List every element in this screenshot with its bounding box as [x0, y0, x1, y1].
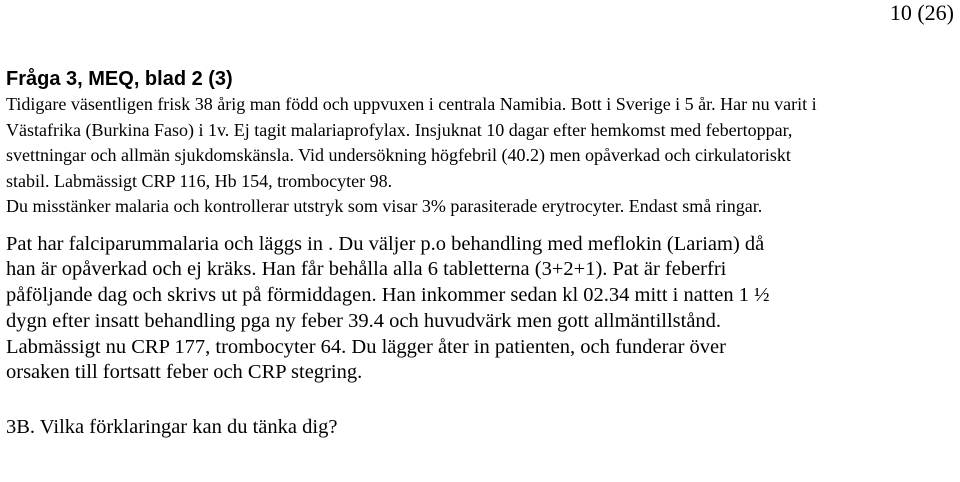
- page-number: 10 (26): [889, 0, 954, 25]
- followup-line: Labmässigt nu CRP 177, trombocyter 64. Du lägger åter in patienten, och funderar över: [6, 335, 726, 358]
- followup-line: han är opåverkad och ej kräks. Han får behålla alla 6 tabletterna (3+2+1). Pat är feberfri: [6, 258, 727, 281]
- intro-line: stabil. Labmässigt CRP 116, Hb 154, trombocyter 98.: [6, 170, 393, 191]
- intro-line: Tidigare väsentligen frisk 38 årig man född och uppvuxen i centrala Namibia. Bott i Sverige i 5 år. Har nu varit i: [6, 94, 817, 114]
- followup-line: påföljande dag och skrivs ut på förmiddagen. Han inkommer sedan kl 02.34 mitt i natten 1 ½: [6, 284, 770, 307]
- followup-line: Pat har falciparummalaria och läggs in . Du väljer p.o behandling med meflokin (Lariam) då: [6, 232, 765, 255]
- question-prompt: 3B. Vilka förklaringar kan du tänka dig?: [6, 416, 338, 439]
- intro-line: svettningar och allmän sjukdomskänsla. Vid undersökning högfebril (40.2) men opåverkad och cirkulatoriskt: [6, 145, 791, 165]
- question-title: Fråga 3, MEQ, blad 2 (3): [6, 68, 233, 90]
- intro-line: Du misstänker malaria och kontrollerar utstryk som visar 3% parasiterade erytrocyter. Endast små ringar.: [6, 196, 763, 216]
- followup-line: orsaken till fortsatt feber och CRP stegring.: [6, 361, 363, 384]
- case-followup-paragraph: [6, 232, 954, 387]
- document-body: [6, 66, 954, 440]
- intro-line: Västafrika (Burkina Faso) i 1v. Ej tagit malariaprofylax. Insjuknat 10 dagar efter hemkomst med febertoppar,: [6, 119, 793, 140]
- followup-line: dygn efter insatt behandling pga ny feber 39.4 och huvudvärk men gott allmäntillstånd.: [6, 309, 722, 332]
- case-intro-paragraph: [6, 92, 954, 220]
